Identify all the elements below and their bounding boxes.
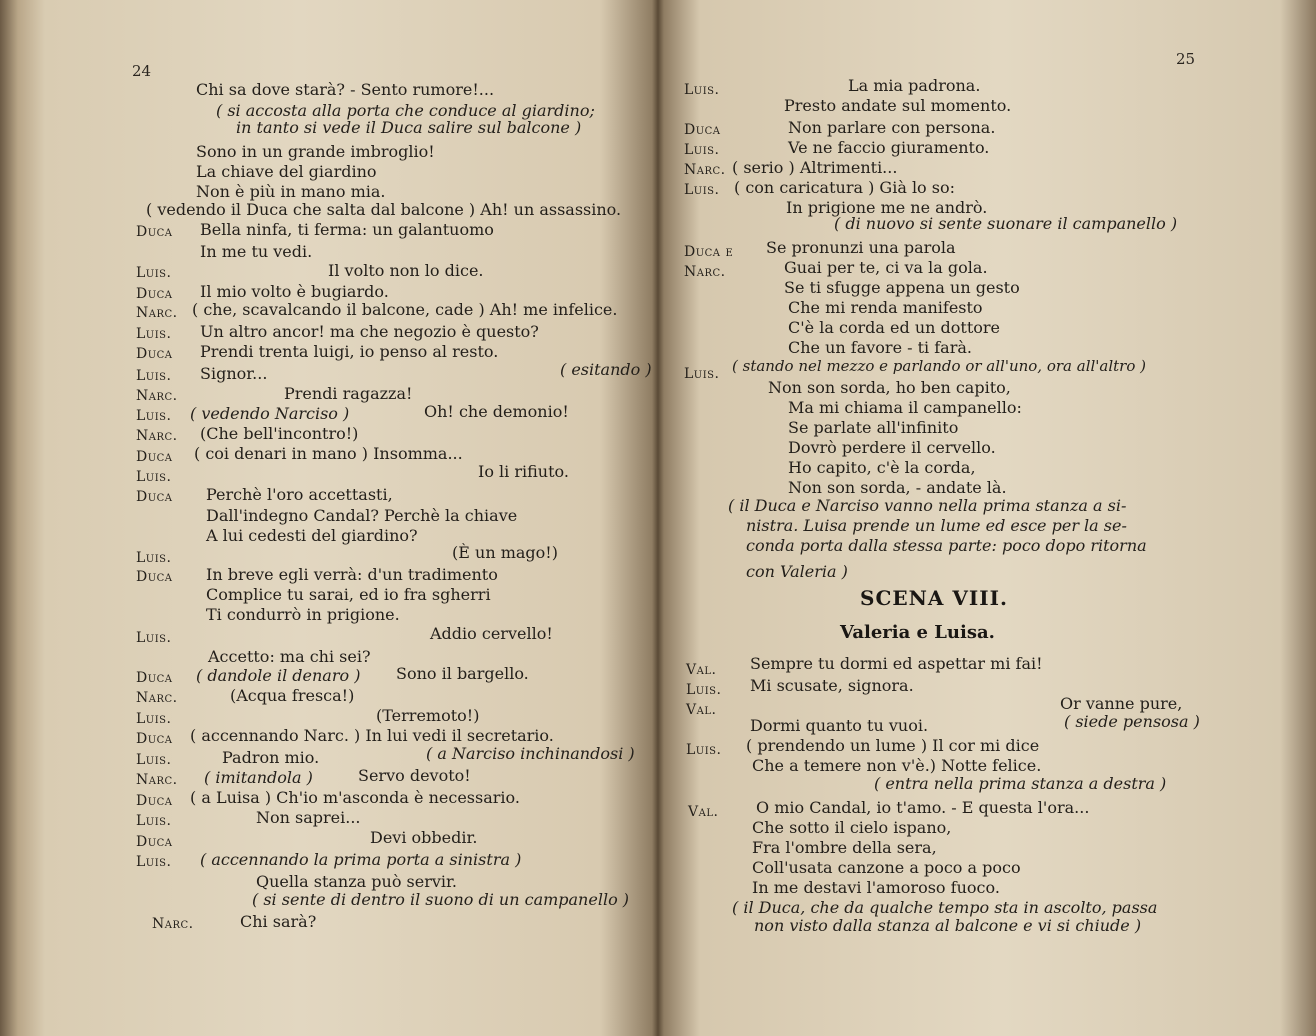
text-line: Bella ninfa, ti ferma: un galantuomo [200,220,494,239]
text-line: Che a temere non v'è.) Notte felice. [752,756,1042,775]
speaker-label: Narc. [136,428,178,444]
text-line: Dall'indegno Candal? Perchè la chiave [206,506,518,525]
speaker-label: Luis. [136,711,172,727]
text-line: Sono in un grande imbroglio! [196,142,435,161]
text-line: Non saprei... [256,808,361,827]
text-line: Guai per te, ci va la gola. [784,258,988,277]
speaker-label: Duca [136,731,173,747]
text-line: ( a Luisa ) Ch'io m'asconda è necessario. [190,788,520,807]
text-line: Se pronunzi una parola [766,238,956,257]
text-line: Fra l'ombre della sera, [752,838,937,857]
speaker-label: Narc. [136,690,178,706]
speaker-label: Duca [136,346,173,362]
text-line: Prendi ragazza! [284,384,413,403]
stage-direction: ( stando nel mezzo e parlando or all'uno, ora all'altro ) [732,357,1147,375]
text-line: ( coi denari in mano ) Insomma... [194,444,463,463]
speaker-label: Luis. [684,142,720,158]
stage-direction: con Valeria ) [746,562,848,581]
text-line: Non son sorda, ho ben capito, [768,378,1011,397]
left-page [0,0,656,1036]
text-line: Io li rifiuto. [478,462,569,481]
text-line: Prendi trenta luigi, io penso al resto. [200,342,499,361]
text-line: ( con caricatura ) Già lo so: [734,178,956,197]
speaker-label: Luis. [136,368,172,384]
speaker-label: Luis. [686,682,722,698]
text-line: ( accennando Narc. ) In lui vedi il secretario. [190,726,554,745]
text-line: Oh! che demonio! [424,402,569,421]
text-line: Ve ne faccio giuramento. [788,138,990,157]
speaker-label: Val. [686,702,717,718]
speaker-label: Duca [136,670,173,686]
speaker-label: Luis. [136,408,172,424]
text-line: C'è la corda ed un dottore [788,318,1001,337]
text-line: In prigione me ne andrò. [786,198,988,217]
speaker-label: Duca [136,286,173,302]
text-line: Che sotto il cielo ispano, [752,818,952,837]
text-line: Che mi renda manifesto [788,298,983,317]
stage-direction: ( esitando ) [560,360,652,379]
page-number: 25 [1176,50,1196,68]
text-line: Chi sa dove starà? - Sento rumore!... [196,80,495,99]
speaker-label: Narc. [136,772,178,788]
text-line: Non son sorda, - andate là. [788,478,1007,497]
text-line: Padron mio. [222,748,320,767]
speaker-label: Luis. [136,550,172,566]
speaker-label: Luis. [136,813,172,829]
stage-direction: ( di nuovo si sente suonare il campanello ) [834,214,1178,233]
page-number: 24 [132,62,152,80]
stage-direction: in tanto si vede il Duca salire sul balcone ) [236,118,582,137]
speaker-label: Duca [136,793,173,809]
text-line: Devi obbedir. [370,828,478,847]
text-line: Perchè l'oro accettasti, [206,485,393,504]
text-line: O mio Candal, io t'amo. - E questa l'ora... [756,798,1090,817]
text-line: In me destavi l'amoroso fuoco. [752,878,1000,897]
text-line: Accetto: ma chi sei? [208,647,371,666]
text-line: In me tu vedi. [200,242,313,261]
speaker-label: Duca [136,449,173,465]
text-line: Or vanne pure, [1060,694,1183,713]
speaker-label: Duca [136,489,173,505]
speaker-label: Duca [136,569,173,585]
stage-direction: ( accennando la prima porta a sinistra ) [200,850,522,869]
stage-direction: ( il Duca, che da qualche tempo sta in ascolto, passa [732,898,1158,917]
text-line: Non parlare con persona. [788,118,996,137]
speaker-label: Narc. [136,305,178,321]
text-line: Il mio volto è bugiardo. [200,282,389,301]
text-line: Coll'usata canzone a poco a poco [752,858,1021,877]
text-line: Sono il bargello. [396,664,529,683]
text-line: La chiave del giardino [196,162,377,181]
text-line: Dormi quanto tu vuoi. [750,716,929,735]
text-line: (È un mago!) [452,543,558,562]
speaker-label: Val. [686,662,717,678]
text-line: In breve egli verrà: d'un tradimento [206,565,498,584]
speaker-label: Luis. [684,182,720,198]
speaker-label: Duca [136,224,173,240]
stage-direction: ( imitandola ) [204,768,313,787]
speaker-label: Luis. [684,82,720,98]
text-line: ( vedendo il Duca che salta dal balcone ) Ah! un assassino. [146,200,622,219]
right-page [660,0,1316,1036]
speaker-label: Val. [688,804,719,820]
speaker-label: Luis. [136,630,172,646]
text-line: Non è più in mano mia. [196,182,386,201]
stage-direction: ( siede pensosa ) [1064,712,1200,731]
speaker-label: Luis. [686,742,722,758]
speaker-label: Duca [684,122,721,138]
stage-direction: conda porta dalla stessa parte: poco dopo ritorna [746,536,1147,555]
speaker-label: Luis. [136,265,172,281]
speaker-label: Narc. [684,264,726,280]
text-line: Ti condurrò in prigione. [206,605,400,624]
text-line: Dovrò perdere il cervello. [788,438,996,457]
scene-characters: Valeria e Luisa. [840,622,995,643]
scene-heading: SCENA VIII. [860,586,1008,610]
stage-direction: ( dandole il denaro ) [196,666,361,685]
text-line: Quella stanza può servir. [256,872,458,891]
text-line: Servo devoto! [358,766,471,785]
stage-direction: ( entra nella prima stanza a destra ) [874,774,1167,793]
stage-direction: ( a Narciso inchinandosi ) [426,744,635,763]
stage-direction: ( il Duca e Narciso vanno nella prima stanza a si- [728,496,1127,515]
text-line: Sempre tu dormi ed aspettar mi fai! [750,654,1043,673]
text-line: Un altro ancor! ma che negozio è questo? [200,322,539,341]
text-line: Se ti sfugge appena un gesto [784,278,1020,297]
stage-direction: ( si accosta alla porta che conduce al giardino; [216,101,595,120]
text-line: Che un favore - ti farà. [788,338,972,357]
text-line: Chi sarà? [240,912,317,931]
text-line: Addio cervello! [430,624,553,643]
speaker-label: Luis. [136,469,172,485]
speaker-label: Duca e [684,244,734,260]
text-line: (Terremoto!) [376,706,480,725]
text-line: (Che bell'incontro!) [200,424,359,443]
speaker-label: Luis. [136,854,172,870]
text-line: Se parlate all'infinito [788,418,959,437]
text-line: (Acqua fresca!) [230,686,355,705]
text-line: La mia padrona. [848,76,981,95]
speaker-label: Narc. [684,162,726,178]
text-line: Il volto non lo dice. [328,261,484,280]
text-line: A lui cedesti del giardino? [206,526,418,545]
text-line: Presto andate sul momento. [784,96,1012,115]
text-line: ( prendendo un lume ) Il cor mi dice [746,736,1040,755]
stage-direction: nistra. Luisa prende un lume ed esce per la se- [746,516,1127,535]
speaker-label: Luis. [684,366,720,382]
speaker-label: Narc. [136,388,178,404]
speaker-label: Narc. [152,916,194,932]
text-line: ( che, scavalcando il balcone, cade ) Ah! me infelice. [192,300,618,319]
stage-direction: non visto dalla stanza al balcone e vi si chiude ) [754,916,1142,935]
text-line: Signor... [200,364,268,383]
text-line: Ma mi chiama il campanello: [788,398,1022,417]
text-line: Mi scusate, signora. [750,676,914,695]
speaker-label: Duca [136,834,173,850]
stage-direction: ( vedendo Narciso ) [190,404,350,423]
speaker-label: Luis. [136,752,172,768]
text-line: Ho capito, c'è la corda, [788,458,976,477]
stage-direction: ( si sente di dentro il suono di un campanello ) [252,890,630,909]
speaker-label: Luis. [136,326,172,342]
text-line: ( serio ) Altrimenti... [732,158,898,177]
text-line: Complice tu sarai, ed io fra sgherri [206,585,491,604]
